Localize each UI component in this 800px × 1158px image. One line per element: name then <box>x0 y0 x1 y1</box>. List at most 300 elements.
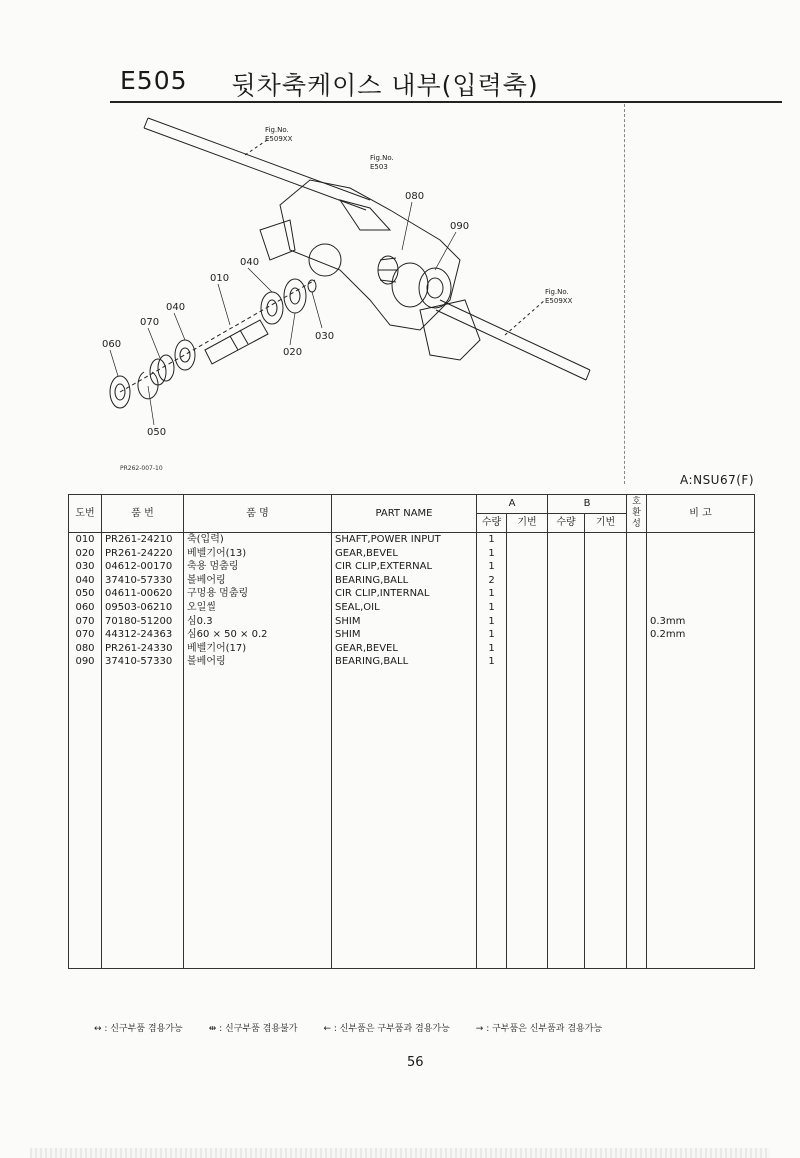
empty-cell <box>627 876 647 899</box>
fig-ref-3-no: E509XX <box>545 297 573 305</box>
part-number-cell: PR261-24210 <box>102 533 184 547</box>
col-header-base-a: 기번 <box>507 514 548 533</box>
empty-cell <box>184 738 332 761</box>
remark-cell <box>647 601 755 615</box>
callout-040-upper: 040 <box>240 257 260 268</box>
empty-cell <box>477 692 507 715</box>
page-title <box>120 66 539 102</box>
base-b-cell <box>585 560 627 574</box>
base-a-cell <box>507 628 548 642</box>
compat-cell <box>627 547 647 561</box>
callout-020: 020 <box>283 347 303 358</box>
empty-cell <box>647 853 755 876</box>
base-a-cell <box>507 533 548 547</box>
base-a-cell <box>507 547 548 561</box>
bearing-040-right <box>261 292 283 324</box>
remark-cell <box>647 574 755 588</box>
qty-b-cell <box>548 615 585 629</box>
empty-cell <box>184 876 332 899</box>
empty-cell <box>184 853 332 876</box>
callout-030: 030 <box>315 331 335 342</box>
empty-cell <box>69 922 102 945</box>
empty-row <box>69 715 755 738</box>
compat-cell <box>627 615 647 629</box>
empty-cell <box>507 876 548 899</box>
base-a-cell <box>507 615 548 629</box>
callout-070: 070 <box>140 317 160 328</box>
col-header-qty-b: 수량 <box>548 514 585 533</box>
exploded-parts-diagram <box>90 110 610 480</box>
col-header-base-b: 기번 <box>585 514 627 533</box>
empty-cell <box>548 738 585 761</box>
empty-cell <box>477 715 507 738</box>
empty-row <box>69 922 755 945</box>
empty-cell <box>332 807 477 830</box>
empty-cell <box>647 761 755 784</box>
compatibility-legend <box>94 1021 602 1034</box>
parts-table <box>68 494 755 969</box>
empty-cell <box>69 945 102 969</box>
base-b-cell <box>585 601 627 615</box>
qty-a-cell: 1 <box>477 615 507 629</box>
legend-item: → : 구부품은 신부품과 겸용가능 <box>475 1024 603 1034</box>
part-name-cell: CIR CLIP,EXTERNAL <box>332 560 477 574</box>
empty-cell <box>102 899 184 922</box>
ref-no-cell: 080 <box>69 642 102 656</box>
col-header-part-name: PART NAME <box>332 495 477 533</box>
circlip-050 <box>138 372 158 399</box>
table-row <box>69 547 755 561</box>
legend-item: ↔ : 신구부품 겸용가능 <box>94 1024 183 1034</box>
empty-cell <box>507 853 548 876</box>
empty-cell <box>477 876 507 899</box>
empty-cell <box>507 784 548 807</box>
korean-name-cell: 심0.3 <box>184 615 332 629</box>
compat-cell <box>627 533 647 547</box>
base-a-cell <box>507 560 548 574</box>
empty-cell <box>477 922 507 945</box>
empty-cell <box>627 922 647 945</box>
qty-a-cell: 1 <box>477 547 507 561</box>
empty-cell <box>647 876 755 899</box>
empty-cell <box>507 899 548 922</box>
empty-cell <box>69 853 102 876</box>
part-name-cell: BEARING,BALL <box>332 574 477 588</box>
callout-060: 060 <box>102 339 122 350</box>
empty-cell <box>507 715 548 738</box>
empty-cell <box>332 738 477 761</box>
empty-cell <box>477 669 507 692</box>
part-number-cell: PR261-24220 <box>102 547 184 561</box>
empty-cell <box>585 945 627 969</box>
empty-cell <box>332 853 477 876</box>
compat-cell <box>627 628 647 642</box>
empty-cell <box>548 784 585 807</box>
empty-cell <box>585 669 627 692</box>
remark-cell <box>647 655 755 669</box>
ref-no-cell: 070 <box>69 615 102 629</box>
input-shaft-left <box>144 118 370 210</box>
base-a-cell <box>507 587 548 601</box>
empty-cell <box>102 761 184 784</box>
empty-cell <box>548 876 585 899</box>
empty-cell <box>507 761 548 784</box>
empty-cell <box>647 738 755 761</box>
empty-cell <box>102 738 184 761</box>
korean-name-cell: 볼베어링 <box>184 574 332 588</box>
empty-cell <box>69 784 102 807</box>
ref-no-cell: 070 <box>69 628 102 642</box>
col-header-part-no: 품 번 <box>102 495 184 533</box>
empty-cell <box>69 807 102 830</box>
empty-cell <box>102 922 184 945</box>
col-header-compat: 호환성 <box>627 495 647 533</box>
empty-cell <box>627 761 647 784</box>
empty-cell <box>548 945 585 969</box>
empty-cell <box>585 830 627 853</box>
empty-cell <box>477 738 507 761</box>
empty-cell <box>627 899 647 922</box>
empty-cell <box>585 761 627 784</box>
ref-no-cell: 030 <box>69 560 102 574</box>
empty-cell <box>332 715 477 738</box>
ref-no-cell: 010 <box>69 533 102 547</box>
empty-cell <box>332 830 477 853</box>
qty-b-cell <box>548 628 585 642</box>
remark-cell: 0.3mm <box>647 615 755 629</box>
empty-cell <box>548 761 585 784</box>
remark-cell: 0.2mm <box>647 628 755 642</box>
part-number-cell: 70180-51200 <box>102 615 184 629</box>
part-number-cell: 37410-57330 <box>102 574 184 588</box>
table-row <box>69 533 755 547</box>
empty-row <box>69 853 755 876</box>
callout-010: 010 <box>210 273 230 284</box>
empty-cell <box>647 899 755 922</box>
empty-cell <box>102 876 184 899</box>
part-name-cell: GEAR,BEVEL <box>332 547 477 561</box>
empty-row <box>69 876 755 899</box>
legend-item: ⇹ : 신구부품 겸용불가 <box>208 1024 298 1034</box>
korean-name-cell: 구멍용 멈춤링 <box>184 587 332 601</box>
empty-row <box>69 761 755 784</box>
empty-cell <box>477 945 507 969</box>
part-number-cell: 04612-00170 <box>102 560 184 574</box>
empty-cell <box>477 853 507 876</box>
empty-cell <box>332 692 477 715</box>
empty-cell <box>102 784 184 807</box>
empty-cell <box>647 830 755 853</box>
ref-no-cell: 060 <box>69 601 102 615</box>
qty-a-cell: 1 <box>477 628 507 642</box>
empty-cell <box>647 922 755 945</box>
part-name-cell: SEAL,OIL <box>332 601 477 615</box>
part-number-cell: 44312-24363 <box>102 628 184 642</box>
col-header-name-kr: 품 명 <box>184 495 332 533</box>
callout-040-lower: 040 <box>166 302 186 313</box>
qty-b-cell <box>548 601 585 615</box>
page-heading: 뒷차축케이스 내부(입력축) <box>231 71 539 100</box>
korean-name-cell: 볼베어링 <box>184 655 332 669</box>
empty-cell <box>548 807 585 830</box>
shims-070 <box>150 355 174 385</box>
empty-cell <box>184 830 332 853</box>
empty-cell <box>69 761 102 784</box>
ref-no-cell: 040 <box>69 574 102 588</box>
part-name-cell: BEARING,BALL <box>332 655 477 669</box>
empty-cell <box>69 715 102 738</box>
empty-cell <box>184 899 332 922</box>
callout-050: 050 <box>147 427 167 438</box>
model-label: A:NSU67(F) <box>680 473 754 487</box>
empty-cell <box>647 715 755 738</box>
korean-name-cell: 베벨기어(13) <box>184 547 332 561</box>
callout-090: 090 <box>450 221 470 232</box>
base-a-cell <box>507 601 548 615</box>
empty-cell <box>627 669 647 692</box>
empty-cell <box>507 922 548 945</box>
empty-cell <box>647 692 755 715</box>
korean-name-cell: 심60 × 50 × 0.2 <box>184 628 332 642</box>
empty-cell <box>102 807 184 830</box>
empty-cell <box>585 876 627 899</box>
part-number-cell: 09503-06210 <box>102 601 184 615</box>
part-name-cell: CIR CLIP,INTERNAL <box>332 587 477 601</box>
empty-row <box>69 692 755 715</box>
empty-cell <box>627 738 647 761</box>
col-header-group-a: A <box>477 495 548 514</box>
empty-row <box>69 784 755 807</box>
axle-case-housing <box>260 180 480 360</box>
empty-cell <box>69 899 102 922</box>
table-row <box>69 642 755 656</box>
empty-cell <box>102 853 184 876</box>
empty-cell <box>585 738 627 761</box>
bevel-gear-080 <box>378 256 398 284</box>
base-b-cell <box>585 655 627 669</box>
empty-cell <box>627 784 647 807</box>
empty-cell <box>69 669 102 692</box>
table-row <box>69 560 755 574</box>
qty-b-cell <box>548 587 585 601</box>
korean-name-cell: 베벨기어(17) <box>184 642 332 656</box>
empty-cell <box>184 784 332 807</box>
qty-a-cell: 1 <box>477 642 507 656</box>
base-b-cell <box>585 533 627 547</box>
part-name-cell: GEAR,BEVEL <box>332 642 477 656</box>
empty-cell <box>647 945 755 969</box>
empty-cell <box>548 669 585 692</box>
empty-cell <box>477 807 507 830</box>
ref-no-cell: 090 <box>69 655 102 669</box>
qty-b-cell <box>548 642 585 656</box>
empty-row <box>69 807 755 830</box>
base-a-cell <box>507 642 548 656</box>
empty-cell <box>184 807 332 830</box>
page-code: E505 <box>120 66 188 95</box>
table-row <box>69 615 755 629</box>
diagram-code: PR262-007-10 <box>120 465 163 472</box>
base-b-cell <box>585 628 627 642</box>
empty-row <box>69 669 755 692</box>
empty-cell <box>647 784 755 807</box>
base-b-cell <box>585 587 627 601</box>
empty-cell <box>585 692 627 715</box>
empty-cell <box>102 692 184 715</box>
empty-cell <box>102 945 184 969</box>
empty-cell <box>627 715 647 738</box>
empty-cell <box>332 761 477 784</box>
compat-cell <box>627 587 647 601</box>
empty-cell <box>332 784 477 807</box>
base-b-cell <box>585 574 627 588</box>
col-header-remarks: 비 고 <box>647 495 755 533</box>
part-name-cell: SHAFT,POWER INPUT <box>332 533 477 547</box>
part-number-cell: 37410-57330 <box>102 655 184 669</box>
empty-cell <box>184 761 332 784</box>
empty-cell <box>507 669 548 692</box>
empty-cell <box>332 922 477 945</box>
empty-cell <box>647 807 755 830</box>
empty-cell <box>184 692 332 715</box>
qty-b-cell <box>548 574 585 588</box>
output-shaft-right <box>436 300 590 380</box>
empty-cell <box>585 784 627 807</box>
empty-cell <box>507 692 548 715</box>
qty-a-cell: 1 <box>477 655 507 669</box>
korean-name-cell: 축(입력) <box>184 533 332 547</box>
base-b-cell <box>585 547 627 561</box>
empty-row <box>69 945 755 969</box>
empty-cell <box>69 692 102 715</box>
empty-cell <box>102 830 184 853</box>
part-name-cell: SHIM <box>332 615 477 629</box>
empty-cell <box>585 715 627 738</box>
table-row <box>69 628 755 642</box>
empty-cell <box>548 692 585 715</box>
empty-cell <box>184 669 332 692</box>
compat-cell <box>627 601 647 615</box>
empty-row <box>69 738 755 761</box>
qty-b-cell <box>548 655 585 669</box>
empty-cell <box>69 738 102 761</box>
empty-cell <box>627 853 647 876</box>
part-number-cell: PR261-24330 <box>102 642 184 656</box>
remark-cell <box>647 587 755 601</box>
table-row <box>69 601 755 615</box>
diagram-divider <box>624 104 625 484</box>
title-rule <box>110 101 782 103</box>
empty-cell <box>184 715 332 738</box>
compat-cell <box>627 642 647 656</box>
empty-cell <box>585 899 627 922</box>
empty-cell <box>548 853 585 876</box>
fig-ref-2-no: E503 <box>370 163 388 171</box>
qty-b-cell <box>548 560 585 574</box>
empty-cell <box>332 669 477 692</box>
qty-a-cell: 1 <box>477 601 507 615</box>
fig-ref-2-label: Fig.No. <box>370 154 394 162</box>
qty-a-cell: 1 <box>477 587 507 601</box>
empty-cell <box>332 876 477 899</box>
base-b-cell <box>585 615 627 629</box>
base-b-cell <box>585 642 627 656</box>
empty-cell <box>585 922 627 945</box>
empty-cell <box>627 807 647 830</box>
empty-cell <box>102 715 184 738</box>
base-a-cell <box>507 574 548 588</box>
empty-cell <box>184 945 332 969</box>
qty-a-cell: 2 <box>477 574 507 588</box>
empty-cell <box>477 761 507 784</box>
qty-b-cell <box>548 533 585 547</box>
table-row <box>69 574 755 588</box>
scan-edge <box>30 1148 770 1158</box>
empty-cell <box>332 899 477 922</box>
col-header-group-b: B <box>548 495 627 514</box>
empty-cell <box>627 830 647 853</box>
remark-cell <box>647 642 755 656</box>
legend-item: ← : 신부품은 구부품과 겸용가능 <box>323 1024 450 1034</box>
shaft-010 <box>205 320 268 364</box>
empty-cell <box>332 945 477 969</box>
empty-cell <box>507 830 548 853</box>
empty-row <box>69 830 755 853</box>
compat-cell <box>627 560 647 574</box>
empty-cell <box>585 807 627 830</box>
page-number: 56 <box>407 1055 424 1070</box>
remark-cell <box>647 560 755 574</box>
fig-ref-1-no: E509XX <box>265 135 293 143</box>
empty-cell <box>548 899 585 922</box>
col-header-no: 도번 <box>69 495 102 533</box>
empty-cell <box>585 853 627 876</box>
compat-cell <box>627 655 647 669</box>
ref-no-cell: 020 <box>69 547 102 561</box>
qty-b-cell <box>548 547 585 561</box>
qty-a-cell: 1 <box>477 560 507 574</box>
empty-cell <box>548 922 585 945</box>
table-row <box>69 587 755 601</box>
empty-cell <box>548 715 585 738</box>
empty-cell <box>184 922 332 945</box>
compat-cell <box>627 574 647 588</box>
remark-cell <box>647 547 755 561</box>
korean-name-cell: 축용 멈춤링 <box>184 560 332 574</box>
part-number-cell: 04611-00620 <box>102 587 184 601</box>
circlip-030 <box>308 280 316 292</box>
fig-ref-1-label: Fig.No. <box>265 126 289 134</box>
qty-a-cell: 1 <box>477 533 507 547</box>
empty-cell <box>69 876 102 899</box>
empty-cell <box>477 784 507 807</box>
empty-cell <box>548 830 585 853</box>
remark-cell <box>647 533 755 547</box>
empty-cell <box>69 830 102 853</box>
table-row <box>69 655 755 669</box>
base-a-cell <box>507 655 548 669</box>
fig-ref-3-label: Fig.No. <box>545 288 569 296</box>
ref-no-cell: 050 <box>69 587 102 601</box>
empty-cell <box>507 807 548 830</box>
col-header-qty-a: 수량 <box>477 514 507 533</box>
empty-cell <box>627 945 647 969</box>
empty-cell <box>507 945 548 969</box>
bearing-040-left <box>175 340 195 370</box>
empty-cell <box>507 738 548 761</box>
empty-cell <box>102 669 184 692</box>
part-name-cell: SHIM <box>332 628 477 642</box>
